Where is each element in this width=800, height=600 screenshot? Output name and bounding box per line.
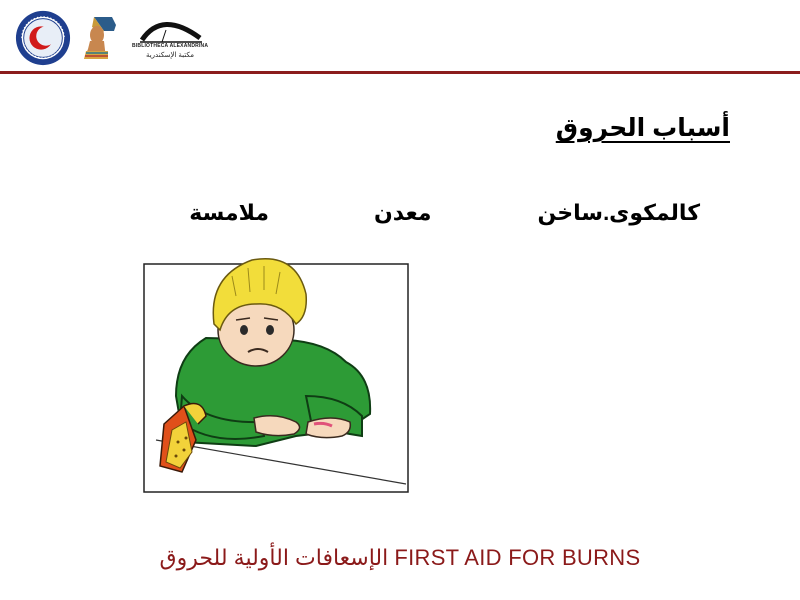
section-heading: أسباب الحروق — [555, 114, 730, 142]
header-logos — [14, 10, 208, 66]
red-crescent-emblem-icon — [14, 9, 72, 67]
bibliotheca-alexandrina-logo — [132, 12, 208, 64]
nefertiti-bust-icon — [80, 15, 122, 61]
header-divider — [0, 71, 800, 74]
bibalex-name-en: BIBLIOTHECA ALEXANDRINA — [132, 43, 209, 49]
burn-causes-line — [87, 200, 700, 226]
cause-word-metal: معدن — [373, 200, 432, 225]
footer-title: الإسعافات الأولية للحروق FIRST AID FOR BURNS — [159, 545, 641, 570]
cause-word-hot: ساخن — [537, 200, 604, 225]
boy-burned-by-iron-illustration — [136, 246, 412, 498]
cause-word-like-iron: كالمكوى. — [603, 200, 700, 225]
bibalex-name-ar: مكتبة الإسكندرية — [145, 52, 195, 59]
cause-word-contact: ملامسة — [189, 200, 269, 225]
bibliotheca-alexandrina-logo-icon — [132, 12, 208, 44]
